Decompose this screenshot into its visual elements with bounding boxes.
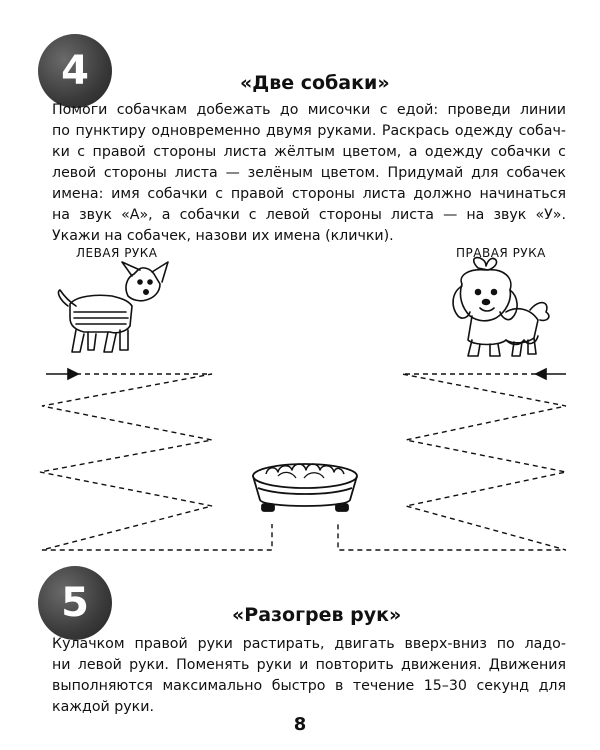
text-line: Кулачком правой руки растирать, двигать вверх-вниз по ладо- [52, 636, 566, 652]
left-trace-path[interactable] [40, 374, 272, 550]
text-line: каждой руки. [52, 699, 154, 715]
text-line: выполняются максимально быстро в течение 15–30 секунд для [52, 678, 566, 694]
right-dog-illustration [453, 258, 549, 356]
food-bowl-illustration [253, 464, 357, 511]
text-line: по пунктиру одновременно двумя руками. Раскрась одежду собач- [52, 123, 566, 139]
left-start-arrow-icon [46, 369, 78, 379]
text-line: Помоги собачкам добежать до мисочки с едой: проведи линии [52, 102, 566, 118]
exercise-4-badge: 4 [38, 34, 112, 108]
text-line: левой стороны листа — зелёным цветом. Придумай для собачек [52, 165, 566, 181]
text-line: имена: имя собачки с правой стороны листа должно начинаться [52, 186, 566, 202]
exercise-5-title: «Разогрев рук» [232, 604, 402, 626]
text-line: на звук «А», а собачки с левой стороны листа — на звук «У». [52, 207, 566, 223]
right-start-arrow-icon [536, 369, 566, 379]
left-dog-illustration [58, 262, 168, 352]
exercise-5-instructions [52, 634, 566, 718]
right-trace-path[interactable] [338, 374, 566, 550]
left-hand-label: ЛЕВАЯ РУКА [76, 246, 158, 260]
right-hand-label: ПРАВАЯ РУКА [456, 246, 546, 260]
exercise-4-title: «Две собаки» [240, 72, 390, 94]
text-line: ки с правой стороны листа жёлтым цветом, а одежду собачки с [52, 144, 566, 160]
page-number: 8 [293, 714, 307, 735]
text-line: ни левой руки. Поменять руки и повторить движения. Движения [52, 657, 566, 673]
exercise-5-badge: 5 [38, 566, 112, 640]
text-line: Укажи на собачек, назови их имена (клички). [52, 228, 394, 244]
